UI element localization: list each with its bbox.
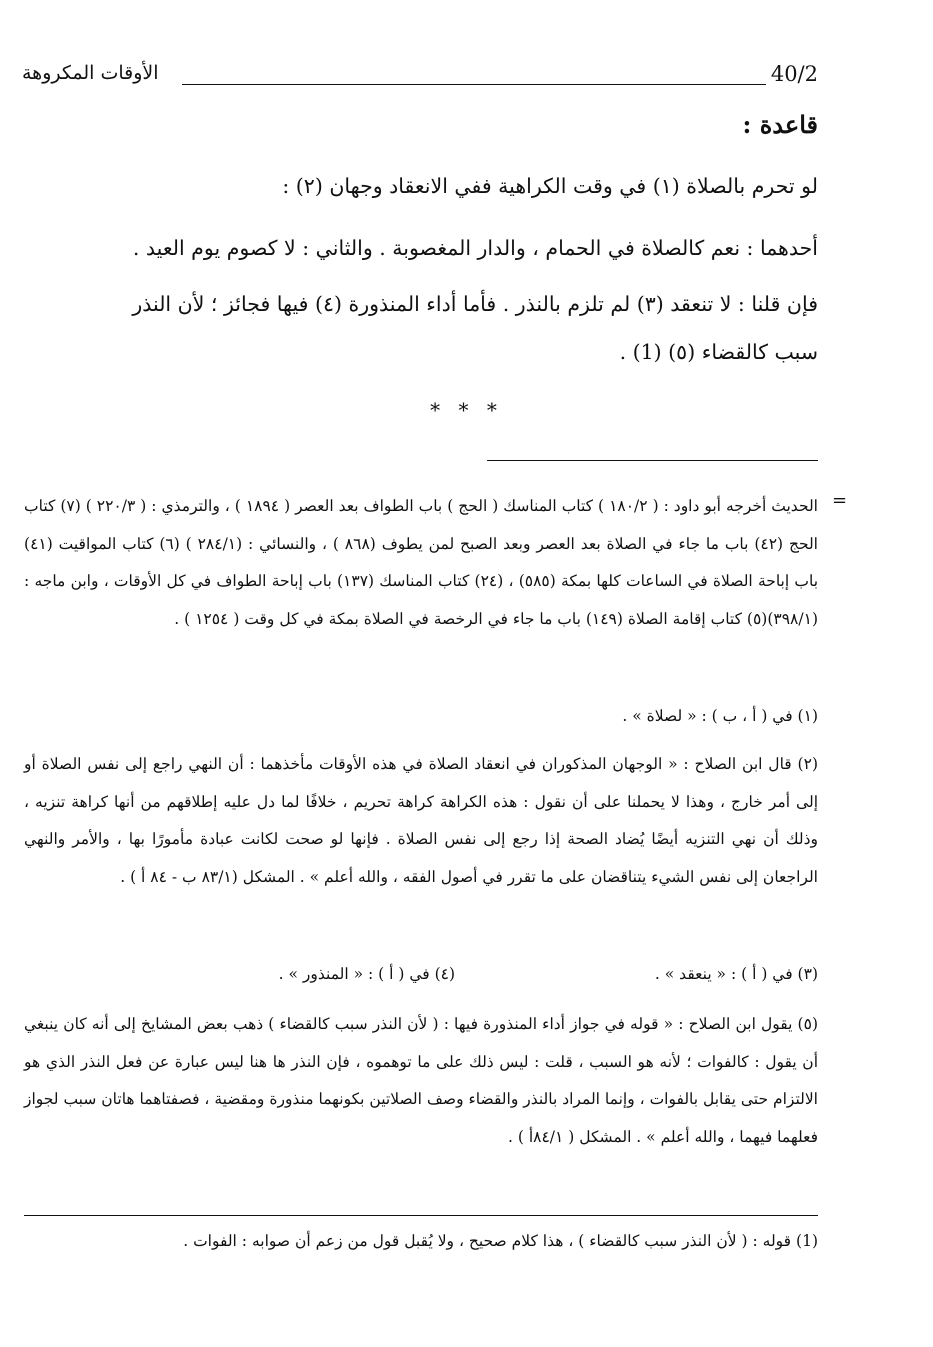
footnote-5: (٥) يقول ابن الصلاح : « قوله في جواز أداء المنذورة فيها : ( لأن النذر سبب كالقضاء ) ذهب بعض المشايخ إلى أنه كان ينبغي أن يقول : كالفوات ؛ لأنه هو السبب ، قلت : ليس ذلك على ما توهموه ، فإن النذر ها هنا ليس عبارة عن فعل النذر الذي هو الالتزام حتى يقابل بالفوات ، وإنما المراد بالنذر والقضاء وصف الصلاتين بكونهما منذورة ومقضية ، فصفتاهما هاتان سبب لجواز فعلهما فيهما ، والله أعلم » . المشكل ( ٨٤/١أ ) .: [24, 1015, 818, 1146]
footnote-3: (٣) في ( أ ) : « ينعقد » .: [654, 965, 818, 983]
footnote-3-4-row: [24, 956, 818, 993]
paragraph-1: لو تحرم بالصلاة (١) في وقت الكراهية ففي الانعقاد وجهان (٢) :: [282, 174, 818, 198]
footnote-4: (٤) في ( أ ) : « المنذور » .: [278, 965, 456, 983]
editor-note-rule: [24, 1215, 818, 1216]
header-rule: [182, 84, 766, 85]
section-separator: * * *: [430, 398, 503, 422]
paragraph-3-line-1: فإن قلنا : لا تنعقد (٣) لم تلزم بالنذر . فأما أداء المنذورة (٤) فيها فجائز ؛ لأن النذر: [132, 292, 818, 316]
running-header: [22, 62, 818, 94]
footnote-1: (١) في ( أ ، ب ) : « لصلاة » .: [622, 707, 818, 725]
paragraph-2: أحدهما : نعم كالصلاة في الحمام ، والدار المغصوبة . والثاني : لا كصوم يوم العيد .: [132, 236, 818, 260]
section-heading: قاعدة :: [742, 110, 818, 139]
footnote-rule: [487, 460, 818, 461]
footnote-continuation: الحديث أخرجه أبو داود : ( ١٨٠/٢ ) كتاب المناسك ( الحج ) باب الطواف بعد العصر ( ١٨٩٤ ) ، والترمذي : ( ٢٢٠/٣ ) (٧) كتاب الحج (٤٢) باب ما جاء في الصلاة بعد العصر وبعد الصبح لمن يطوف (٨٦٨ ) ، والنسائي : (٢٨٤/١ ) (٦) كتاب المواقيت (٤١) باب إباحة الصلاة في الساعات كلها بمكة (٥٨٥) ، (٢٤) كتاب المناسك (١٣٧) باب إباحة الطواف في كل الأوقات ، وابن ماجه : (٣٩٨/١)(٥) كتاب إقامة الصلاة (١٤٩) باب ما جاء في الرخصة في الصلاة بمكة في كل وقت ( ١٢٥٤ ) .: [24, 497, 819, 628]
paragraph-3-line-2: سبب كالقضاء (٥) (1) .: [619, 340, 818, 364]
continuation-marker: =: [832, 490, 848, 511]
footnote-2: (٢) قال ابن الصلاح : « الوجهان المذكوران في انعقاد الصلاة في هذه الأوقات مأخذهما : أن النهي راجع إلى نفس الصلاة أو إلى أمر خارج ، وهذا لا يحملنا على أن نقول : هذه الكراهة كراهة تحريم ، خلافًا لما دل عليه إطلاقهم من أنها كراهة تنزيه ، وذلك أن نهي التنزيه أيضًا يُضاد الصحة إذا رجع إلى نفس الصلاة . فإنها لو صحت لكانت عبادة مأمورًا بها ، والأمر والنهي الراجعان إلى نفس الشيء يتناقضان على ما تقرر في أصول الفقه ، والله أعلم » . المشكل (٨٣/١ ب - ٨٤ أ ) .: [24, 755, 818, 886]
header-title: الأوقات المكروهة: [22, 62, 159, 84]
editor-note: (1) قوله : ( لأن النذر سبب كالقضاء ) ، هذا كلام صحيح ، ولا يُقبل قول من زعم أن صوابه : الفوات .: [183, 1232, 818, 1250]
page-reference: 40/2: [770, 62, 818, 86]
